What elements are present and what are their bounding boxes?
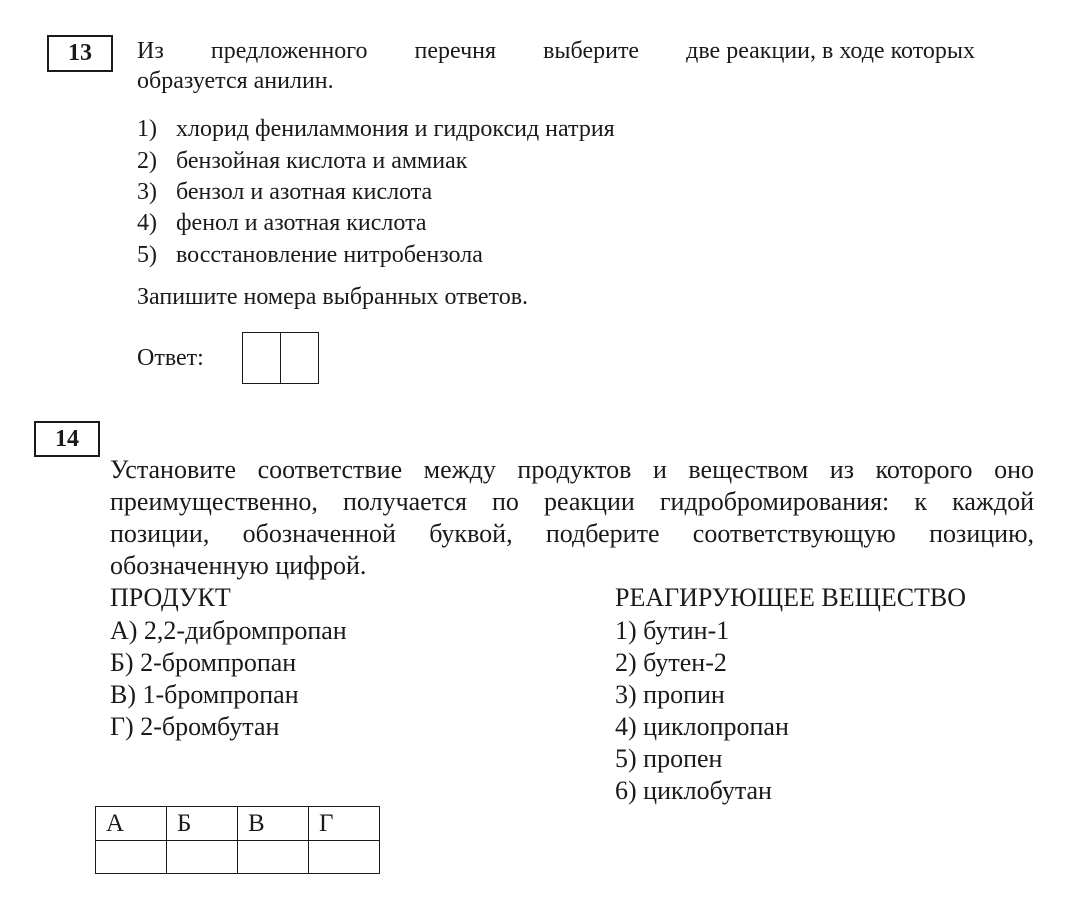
q13-prompt-word: перечня (414, 38, 497, 64)
q13-option-text: бензол и азотная кислота (176, 179, 433, 205)
q14-reagent-item: 4) циклопропан (615, 712, 789, 741)
question-14-number: 14 (34, 421, 100, 457)
q13-option-num: 2) (137, 148, 157, 174)
q14-table-header: Б (167, 807, 238, 841)
q14-prompt-line: Установите соответствие между продуктов и веществом из которого оно (110, 455, 1034, 484)
q13-option-text: восстановление нитробензола (176, 242, 483, 268)
q13-answer-cell-2[interactable] (280, 332, 319, 384)
q13-prompt-word: две реакции, в ходе которых (686, 38, 975, 64)
q13-option-num: 4) (137, 210, 157, 236)
q14-reagent-header: РЕАГИРУЮЩЕЕ ВЕЩЕСТВО (615, 583, 967, 612)
q14-reagent-item: 5) пропен (615, 744, 723, 773)
q13-prompt-line-1 (137, 38, 975, 65)
q14-prompt-line: позиции, обозначенной буквой, подберите соответствующую позицию, (110, 519, 1034, 548)
q13-option-num: 5) (137, 242, 157, 268)
q13-option-num: 1) (137, 116, 157, 142)
q14-reagent-item: 2) бутен-2 (615, 648, 727, 677)
q13-option-num: 3) (137, 179, 157, 205)
q14-reagent-item: 6) циклобутан (615, 776, 772, 805)
q14-product-item: А) 2,2-дибромпропан (110, 616, 347, 645)
q13-answer-label: Ответ: (137, 345, 204, 371)
q14-table-header: В (238, 807, 309, 841)
q14-product-item: Б) 2-бромпропан (110, 648, 297, 677)
q14-answer-cell-a[interactable] (96, 841, 167, 874)
q13-prompt-word: Из (137, 38, 164, 64)
question-13-number: 13 (47, 35, 113, 72)
q14-table-header: А (96, 807, 167, 841)
q14-product-header: ПРОДУКТ (110, 583, 231, 612)
q14-answer-cell-b[interactable] (167, 841, 238, 874)
q13-instruction: Запишите номера выбранных ответов. (137, 284, 529, 310)
q14-answer-cell-g[interactable] (309, 841, 380, 874)
q13-answer-cell-1[interactable] (242, 332, 281, 384)
q13-option-text: хлорид фениламмония и гидроксид натрия (176, 116, 615, 142)
q14-answer-table (95, 806, 380, 874)
q14-table-header: Г (309, 807, 380, 841)
q14-product-item: В) 1-бромпропан (110, 680, 299, 709)
q14-answer-cell-v[interactable] (238, 841, 309, 874)
q13-option-text: фенол и азотная кислота (176, 210, 427, 236)
q14-reagent-item: 3) пропин (615, 680, 725, 709)
q13-prompt-line-2: образуется анилин. (137, 68, 334, 94)
q13-prompt-word: предложенного (210, 38, 368, 64)
q14-reagent-item: 1) бутин-1 (615, 616, 730, 645)
q14-prompt-line: преимущественно, получается по реакции гидробромирования: к каждой (110, 487, 1034, 516)
q13-option-text: бензойная кислота и аммиак (176, 148, 468, 174)
q14-prompt-last-line: обозначенную цифрой. (110, 551, 367, 580)
q14-product-item: Г) 2-бромбутан (110, 712, 280, 741)
q13-prompt-word: выберите (543, 38, 640, 64)
